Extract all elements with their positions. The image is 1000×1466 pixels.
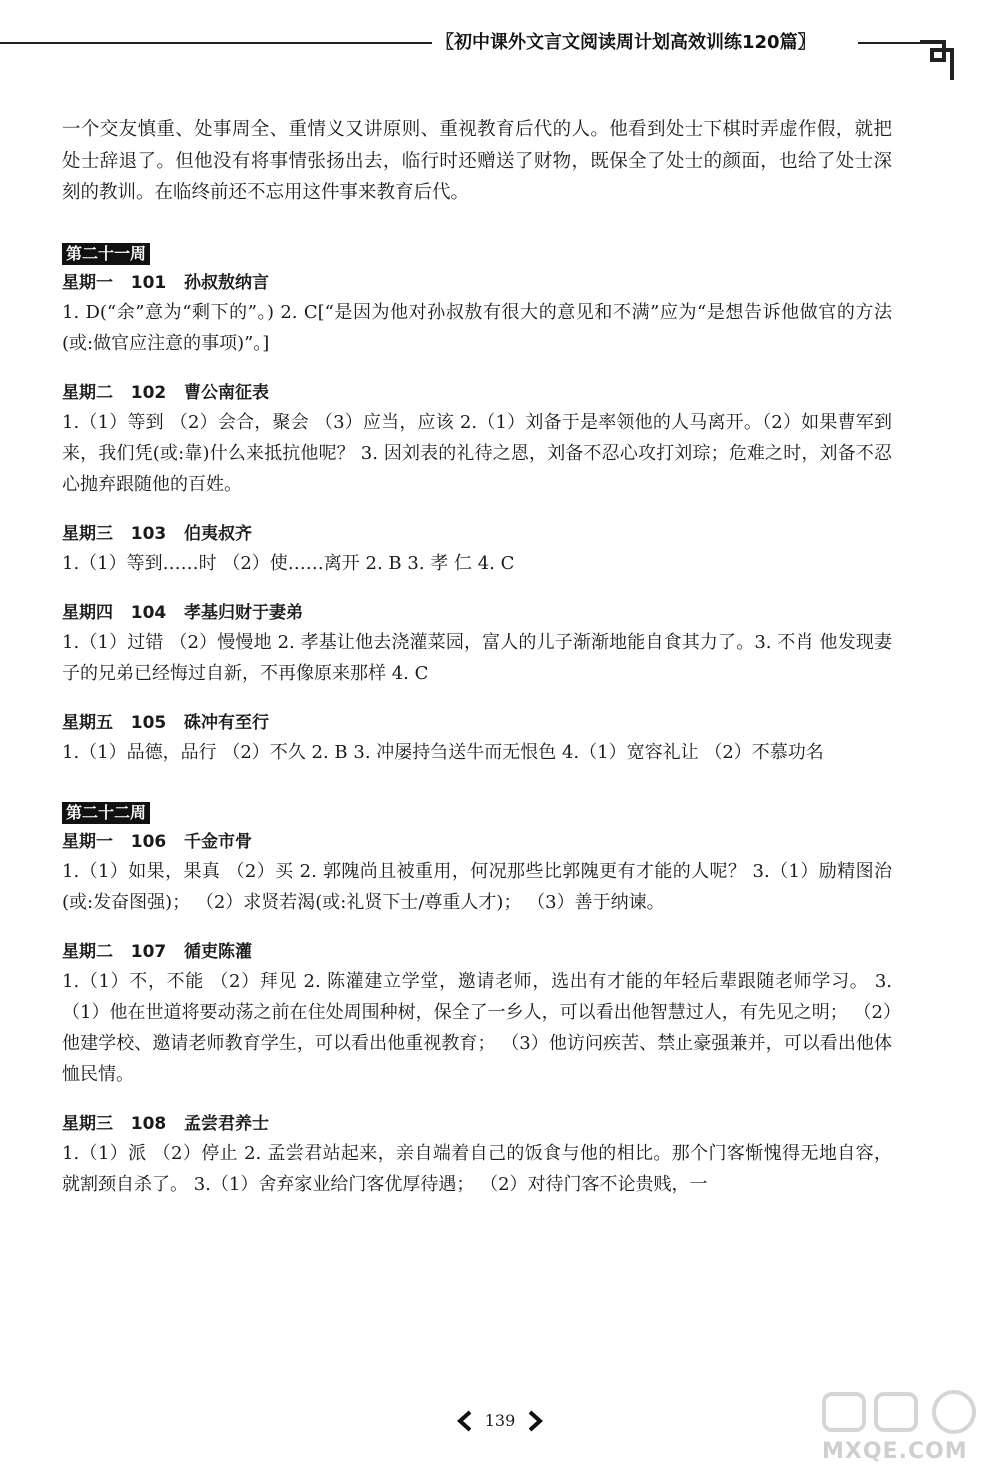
answer-text: 1. D(“余”意为“剩下的”。) 2. C[“是因为他对孙叔敖有很大的意见和不满”应为“是想告诉他做官的方法(或:做官应注意的事项)”。] <box>62 301 892 354</box>
day-section <box>62 828 892 918</box>
day-title: 星期二 107 循吏陈灌 <box>62 941 252 962</box>
day-title: 星期四 104 孝基归财于妻弟 <box>62 602 303 623</box>
day-title: 星期五 105 硃冲有至行 <box>62 712 269 733</box>
day-section <box>62 520 892 579</box>
corner-ornament-icon <box>918 30 962 86</box>
day-section <box>62 379 892 500</box>
chevron-left-icon <box>456 1410 476 1432</box>
answer-text: 1.（1）过错 （2）慢慢地 2. 孝基让他去浇灌菜园，富人的儿子渐渐地能自食其力了。3. 不肖 他发现妻子的兄弟已经悔过自新，不再像原来那样 4. C <box>62 631 892 684</box>
intro-paragraph: 一个交友慎重、处事周全、重情义又讲原则、重视教育后代的人。他看到处士下棋时弄虚作假，就把处士辞退了。但他没有将事情张扬出去，临行时还赠送了财物，既保全了处士的颜面，也给了处士深刻的教训。在临终前还不忘用这件事来教育后代。 <box>62 119 892 203</box>
week-block-22 <box>62 768 892 1200</box>
watermark-text: MXQE.COM <box>822 1439 968 1464</box>
answer-text: 1.（1）品德，品行 （2）不久 2. B 3. 冲屡持刍送牛而无恨色 4.（1）宽容礼让 （2）不慕功名 <box>62 741 824 763</box>
answer-text: 1.（1）派 （2）停止 2. 孟尝君站起来，亲自端着自己的饭食与他的相比。那个门客惭愧得无地自容，就割颈自杀了。 3.（1）舍弃家业给门客优厚待遇； （2）对待门客不论贵贱，一 <box>62 1142 892 1195</box>
watermark-logo-icon <box>814 1388 994 1438</box>
day-title: 星期三 108 孟尝君养士 <box>62 1113 269 1134</box>
header-title: 〖初中课外文言文阅读周计划高效训练120篇〗 <box>436 32 816 53</box>
page-content <box>62 114 892 1200</box>
week-block-21 <box>62 209 892 768</box>
day-section <box>62 938 892 1090</box>
day-section <box>62 269 892 359</box>
day-title: 星期一 106 千金市骨 <box>62 831 252 852</box>
chevron-right-icon <box>524 1410 544 1432</box>
answer-text: 1.（1）不，不能 （2）拜见 2. 陈灌建立学堂，邀请老师，选出有才能的年轻后辈跟随老师学习。 3.（1）他在世道将要动荡之前在住处周围种树，保全了一乡人，可以看出他智慧过人，有先见之明； （2）他建学校、邀请老师教育学生，可以看出他重视教育； （3）他访问疾苦、禁止豪强兼并，可以看出他体恤民情。 <box>62 970 892 1085</box>
week-label: 第二十二周 <box>62 802 150 824</box>
day-title: 星期三 103 伯夷叔齐 <box>62 523 252 544</box>
watermark <box>814 1388 994 1466</box>
day-section <box>62 1110 892 1200</box>
day-title: 星期一 101 孙叔敖纳言 <box>62 272 269 293</box>
day-section <box>62 599 892 689</box>
answer-text: 1.（1）如果，果真 （2）买 2. 郭隗尚且被重用，何况那些比郭隗更有才能的人呢？ 3.（1）励精图治(或:发奋图强)； （2）求贤若渴(或:礼贤下士/尊重人才)； （3）善于纳谏。 <box>62 860 892 913</box>
page-number: 139 <box>484 1411 516 1430</box>
week-label: 第二十一周 <box>62 243 150 265</box>
answer-text: 1.（1）等到 （2）会合，聚会 （3）应当，应该 2.（1）刘备于是率领他的人马离开。（2）如果曹军到来，我们凭(或:靠)什么来抵抗他呢？ 3. 因刘表的礼待之恩，刘备不忍心攻打刘琮；危难之时，刘备不忍心抛弃跟随他的百姓。 <box>62 411 892 495</box>
answer-text: 1.（1）等到……时 （2）使……离开 2. B 3. 孝 仁 4. C <box>62 552 515 574</box>
day-title: 星期二 102 曹公南征表 <box>62 382 269 403</box>
day-section <box>62 709 892 768</box>
header-rule-left <box>0 42 432 44</box>
